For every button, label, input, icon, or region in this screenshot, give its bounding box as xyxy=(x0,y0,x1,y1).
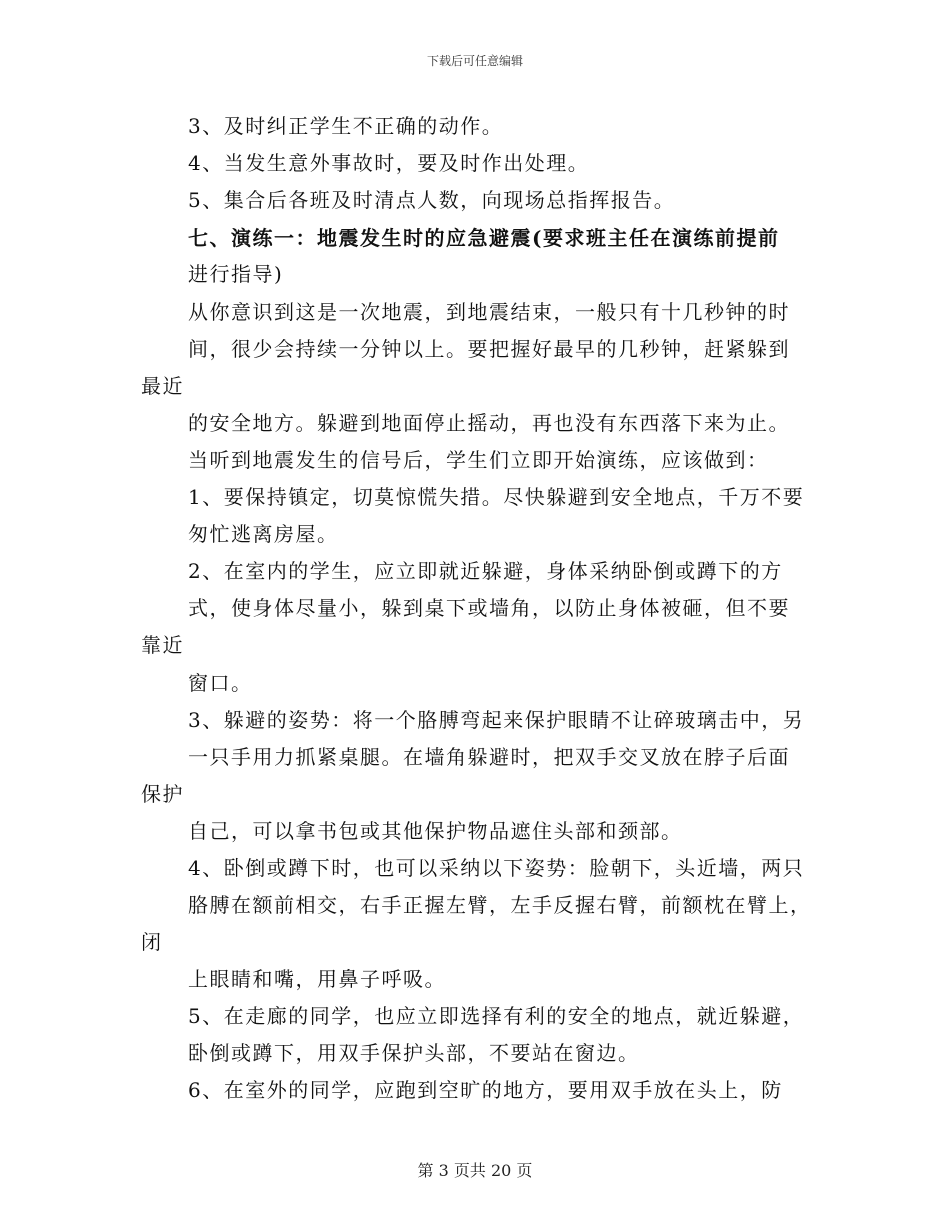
section-heading: 七、演练一：地震发生时的应急避震(要求班主任在演练前提前 xyxy=(188,226,780,250)
page-footer: 第 3 页共 20 页 xyxy=(417,1161,533,1180)
list-item: 4、当发生意外事故时，要及时作出处理。 xyxy=(188,151,590,175)
list-item: 胳膊在额前相交，右手正握左臂，左手反握右臂，前额枕在臂上， xyxy=(188,893,812,917)
list-item: 2、在室内的学生，应立即就近躲避，身体采纳卧倒或蹲下的方 xyxy=(188,559,783,583)
list-item: 闭 xyxy=(141,930,163,954)
list-item: 4、卧倒或蹲下时，也可以采纳以下姿势：脸朝下，头近墙，两只 xyxy=(188,856,805,880)
paragraph-line: 当听到地震发生的信号后，学生们立即开始演练，应该做到： xyxy=(188,448,769,472)
list-item: 1、要保持镇定，切莫惊慌失措。尽快躲避到安全地点，千万不要 xyxy=(188,485,805,509)
list-item: 5、集合后各班及时清点人数，向现场总指挥报告。 xyxy=(188,188,676,212)
paragraph-line: 间，很少会持续一分钟以上。要把握好最早的几秒钟，赶紧躲到 xyxy=(188,337,790,361)
list-item: 一只手用力抓紧桌腿。在墙角躲避时，把双手交叉放在脖子后面 xyxy=(188,745,790,769)
list-item: 自己，可以拿书包或其他保护物品遮住头部和颈部。 xyxy=(188,819,683,843)
page-header: 下载后可任意编辑 xyxy=(426,54,523,68)
list-item: 卧倒或蹲下，用双手保护头部，不要站在窗边。 xyxy=(188,1041,640,1065)
list-item: 5、在走廊的同学，也应立即选择有利的安全的地点，就近躲避， xyxy=(188,1004,805,1028)
list-item: 窗口。 xyxy=(188,671,253,695)
list-item: 3、躲避的姿势：将一个胳膊弯起来保护眼睛不让碎玻璃击中，另 xyxy=(188,708,805,732)
list-item: 式，使身体尽量小，躲到桌下或墙角，以防止身体被砸，但不要 xyxy=(188,596,790,620)
list-item: 上眼睛和嘴，用鼻子呼吸。 xyxy=(188,967,446,991)
list-item: 靠近 xyxy=(141,633,184,657)
list-item: 匆忙逃离房屋。 xyxy=(188,522,339,546)
list-item: 6、在室外的同学，应跑到空旷的地方，要用双手放在头上，防 xyxy=(188,1078,783,1102)
list-item: 保护 xyxy=(141,782,184,806)
paragraph-line: 从你意识到这是一次地震，到地震结束，一般只有十几秒钟的时 xyxy=(188,300,790,324)
list-item: 3、及时纠正学生不正确的动作。 xyxy=(188,114,504,138)
section-heading-continuation: 进行指导) xyxy=(188,262,284,286)
paragraph-line: 最近 xyxy=(141,374,184,398)
paragraph-line: 的安全地方。躲避到地面停止摇动，再也没有东西落下来为止。 xyxy=(188,411,790,435)
